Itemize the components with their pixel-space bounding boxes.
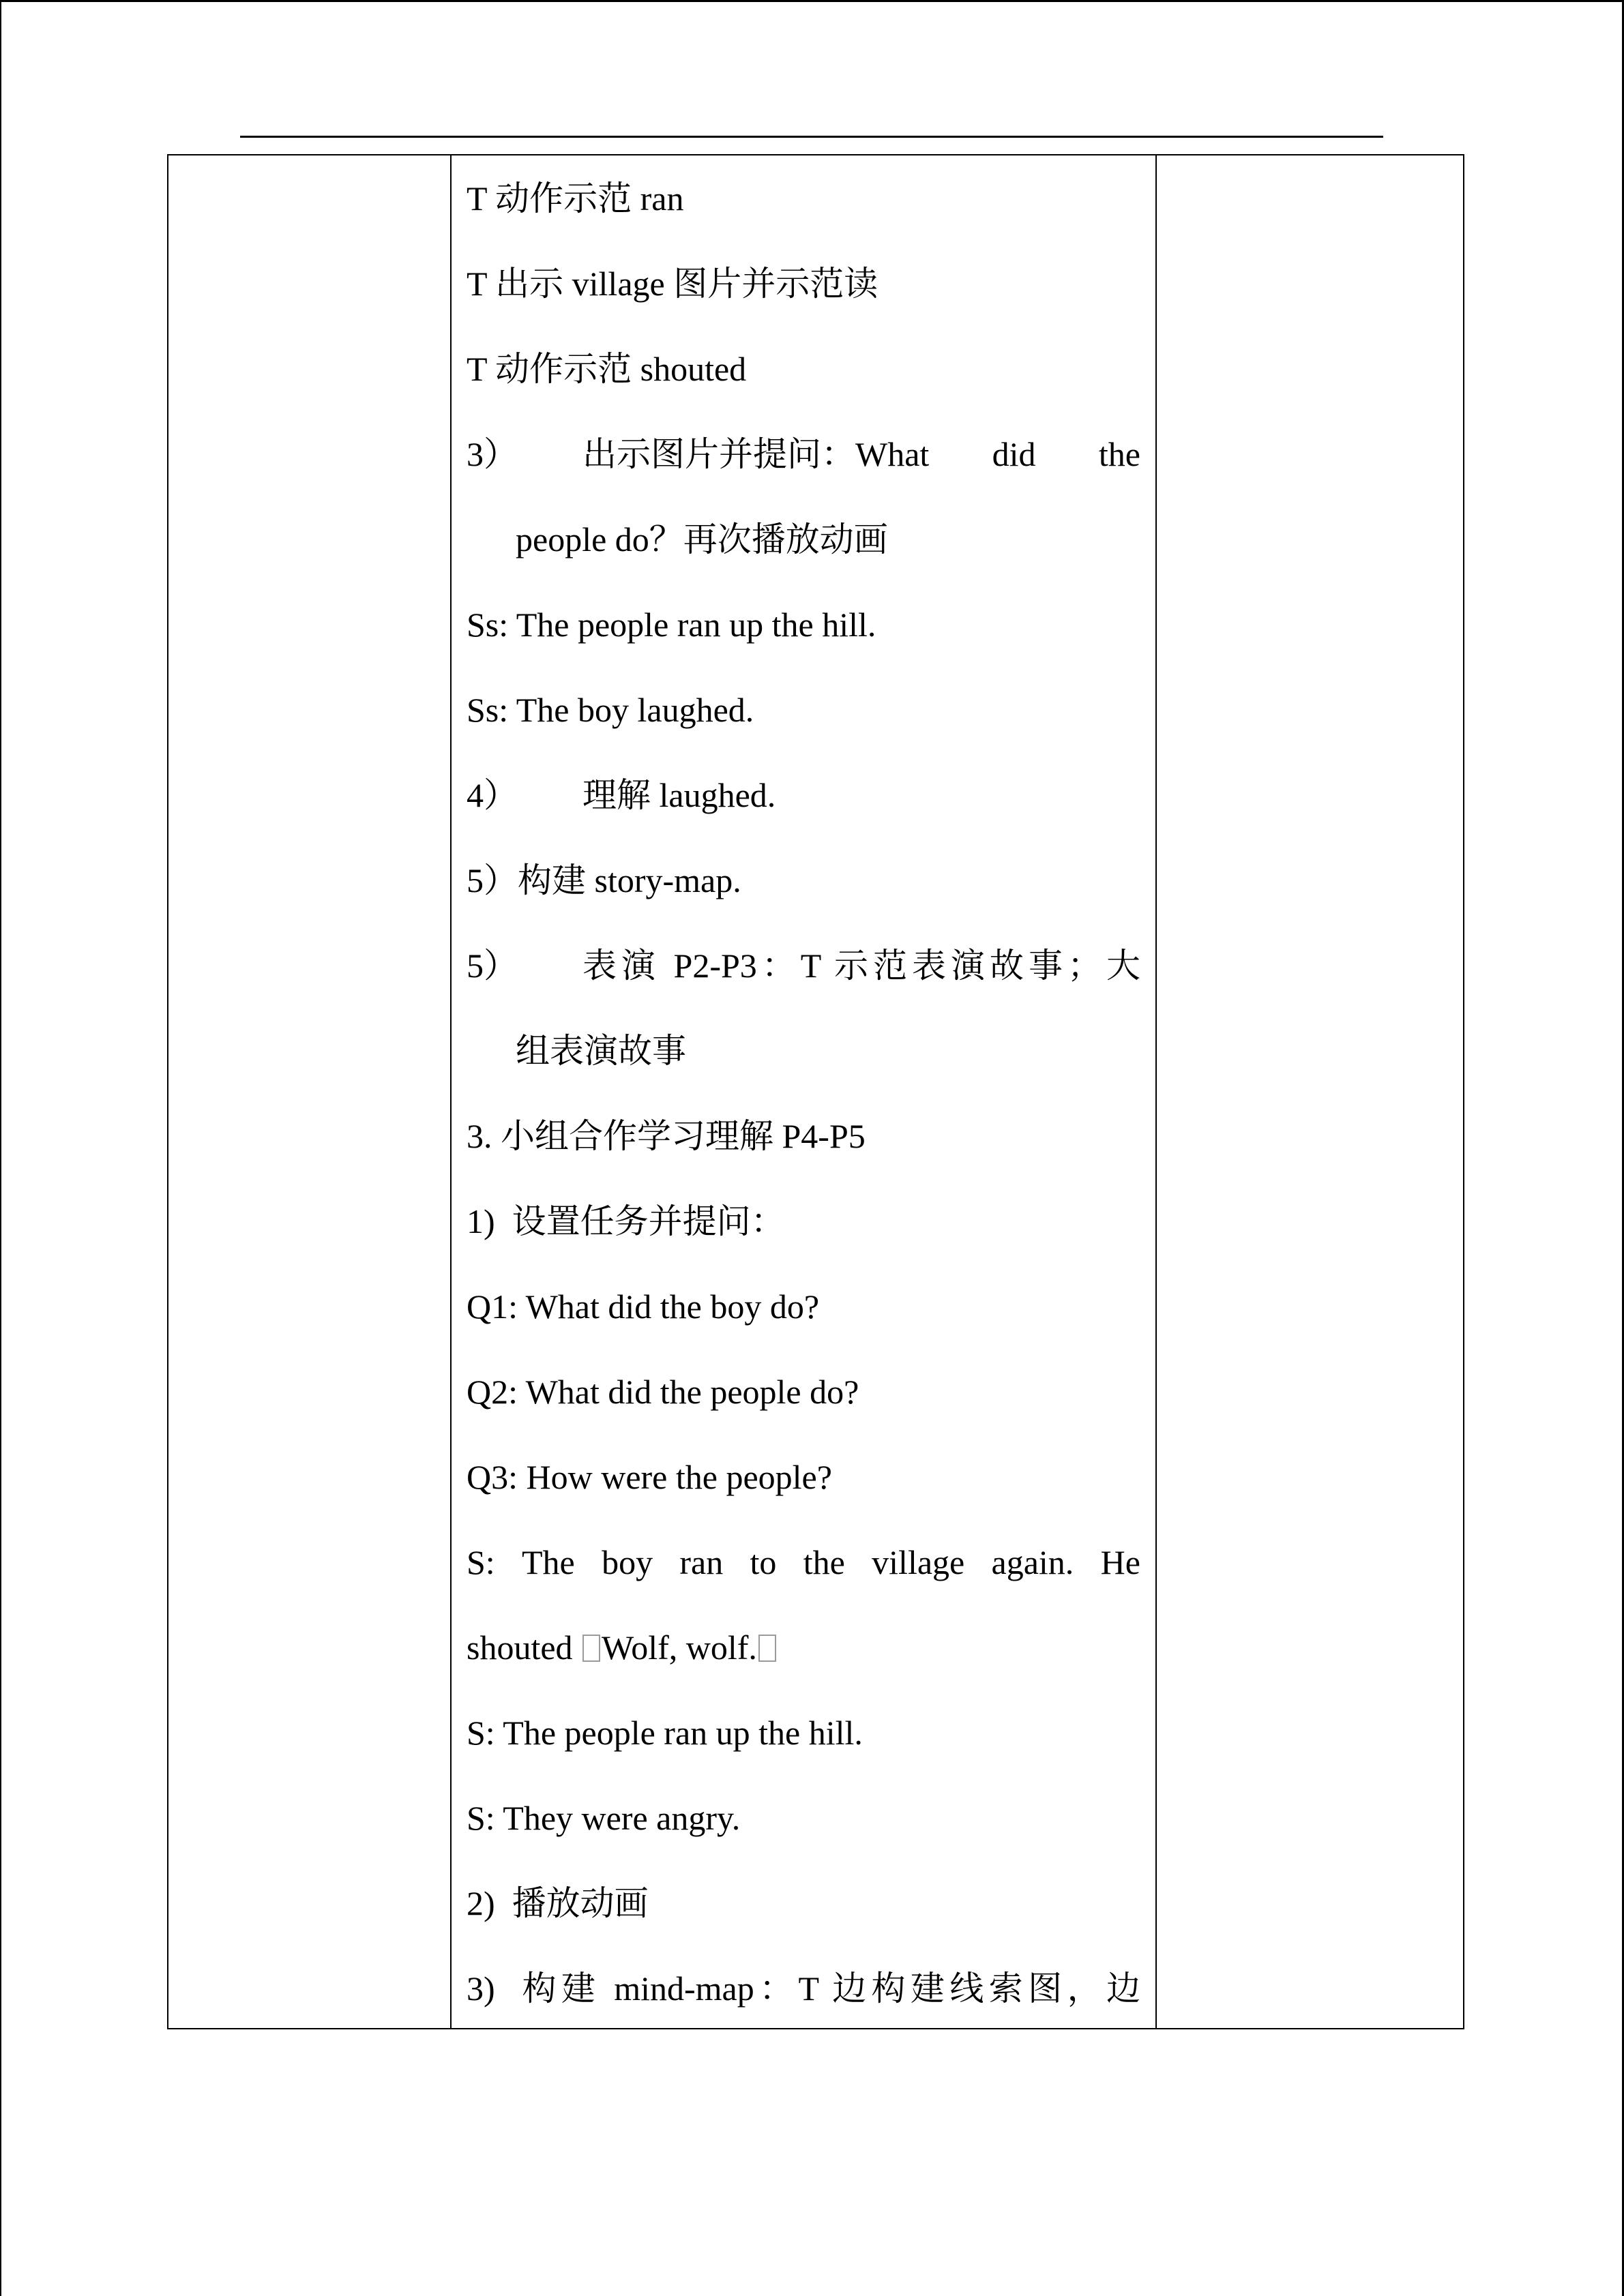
- text-line: S: They were angry.: [467, 1799, 741, 1837]
- text-line: 3) 构建 mind-map：T 边构建线索图，边: [467, 1969, 1140, 2008]
- lesson-table: [167, 154, 1464, 2029]
- page-border-top: [0, 0, 1624, 2]
- text-line: [467, 1542, 1140, 1583]
- missing-glyph-box: [582, 1635, 600, 1662]
- text-word: He: [1100, 1543, 1140, 1581]
- text-word: village: [872, 1543, 965, 1581]
- text-line: [467, 434, 1140, 475]
- list-number: 4）: [467, 776, 518, 814]
- text-content: 理解 laughed.: [582, 776, 776, 814]
- text-line: 组表演故事: [516, 1032, 686, 1070]
- text-line: Q1: What did the boy do?: [467, 1287, 820, 1326]
- text-line: S: The people ran up the hill.: [467, 1714, 863, 1752]
- text-line: people do？再次播放动画: [516, 520, 888, 558]
- text-line: [467, 775, 1140, 816]
- list-number: 3）: [467, 435, 518, 473]
- text-line: [467, 945, 1140, 986]
- table-cell-content: [467, 155, 1140, 2028]
- text-line: 2) 播放动画: [467, 1884, 649, 1922]
- text-word: ran: [679, 1543, 724, 1581]
- text-line: T 动作示范 shouted: [467, 350, 747, 388]
- text-word: the: [1098, 435, 1140, 473]
- missing-glyph-box: [758, 1635, 776, 1662]
- text-content: 表演 P2-P3：T 示范表演故事；大: [582, 946, 1140, 985]
- text-word: again.: [991, 1543, 1074, 1581]
- text-line: [467, 1627, 1140, 1668]
- text-word: to: [750, 1543, 777, 1581]
- quoted-text: Wolf, wolf.: [602, 1628, 757, 1667]
- text-word: S:: [467, 1543, 495, 1581]
- text-line: Q2: What did the people do?: [467, 1373, 859, 1411]
- text-word: the: [803, 1543, 845, 1581]
- text-line: 3. 小组合作学习理解 P4-P5: [467, 1117, 866, 1155]
- text-line: Ss: The boy laughed.: [467, 691, 754, 729]
- text-word: 出示图片并提问：What: [582, 435, 930, 473]
- text-line: 5）构建 story-map.: [467, 861, 741, 899]
- text-word: did: [992, 435, 1036, 473]
- list-number: 5）: [467, 946, 518, 985]
- text-line: Q3: How were the people?: [467, 1458, 832, 1496]
- text-content: shouted: [467, 1628, 582, 1667]
- column-divider: [450, 155, 452, 2028]
- page-border-left: [0, 0, 1, 2296]
- table-cell-left: [168, 155, 450, 2028]
- table-cell-right: [1157, 155, 1464, 2028]
- text-line: Ss: The people ran up the hill.: [467, 606, 876, 644]
- text-line: T 出示 village 图片并示范读: [467, 265, 879, 303]
- text-word: The: [522, 1543, 575, 1581]
- text-line: T 动作示范 ran: [467, 179, 684, 218]
- text-line: 1) 设置任务并提问：: [467, 1202, 785, 1240]
- text-word: boy: [602, 1543, 653, 1581]
- header-rule: [240, 136, 1383, 138]
